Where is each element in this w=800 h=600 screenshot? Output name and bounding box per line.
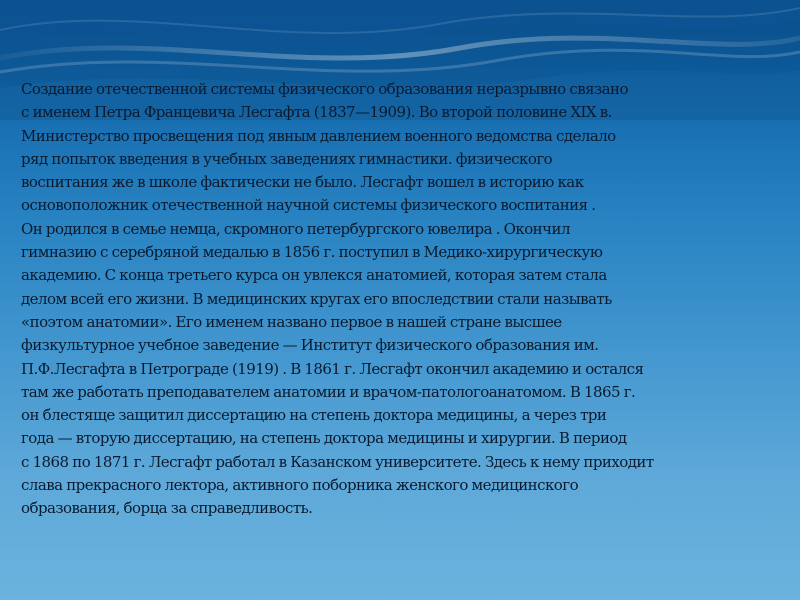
text-line: там же работать преподавателем анатомии и врачом-патологоанатомом. В 1865 г.: [21, 382, 636, 401]
text-line: он блестяще защитил диссертацию на степень доктора медицины, а через три: [21, 406, 607, 425]
text-line: делом всей его жизни. В медицинских кругах его впоследствии стали называть: [21, 289, 612, 308]
text-line: с 1868 по 1871 г. Лесгафт работал в Казанском университете. Здесь к нему приходит: [21, 452, 654, 471]
text-line: основоположник отечественной научной системы физического воспитания .: [21, 196, 596, 215]
text-line: гимназию с серебряной медалью в 1856 г. поступил в Медико-хирургическую: [21, 243, 603, 262]
text-line: воспитания же в школе фактически не было. Лесгафт вошел в историю как: [21, 173, 584, 192]
text-line: Создание отечественной системы физического образования неразрывно связано: [21, 80, 628, 98]
text-line: Министерство просвещения под явным давлением военного ведомства сделало: [21, 126, 616, 145]
text-line: «поэтом анатомии». Его именем названо первое в нашей стране высшее: [21, 312, 562, 331]
text-line: с именем Петра Францевича Лесгафта (1837—1909). Во второй половине XIX в.: [21, 103, 612, 122]
text-line: академию. С конца третьего курса он увлекся анатомией, которая затем стала: [21, 266, 607, 285]
text-line: физкультурное учебное заведение — Институт физического образования им.: [21, 336, 599, 355]
text-line: слава прекрасного лектора, активного поборника женского медицинского: [21, 476, 579, 495]
text-line: П.Ф.Лесгафта в Петрограде (1919) . В 1861 г. Лесгафт окончил академию и остался: [21, 359, 644, 378]
body-text: [21, 78, 781, 521]
text-line: Он родился в семье немца, скромного петербургского ювелира . Окончил: [21, 219, 570, 238]
text-line: ряд попыток введения в учебных заведениях гимнастики. физического: [21, 149, 553, 168]
text-line: года — вторую диссертацию, на степень доктора медицины и хирургии. В период: [21, 429, 627, 448]
text-line: образования, борца за справедливость.: [21, 499, 313, 518]
